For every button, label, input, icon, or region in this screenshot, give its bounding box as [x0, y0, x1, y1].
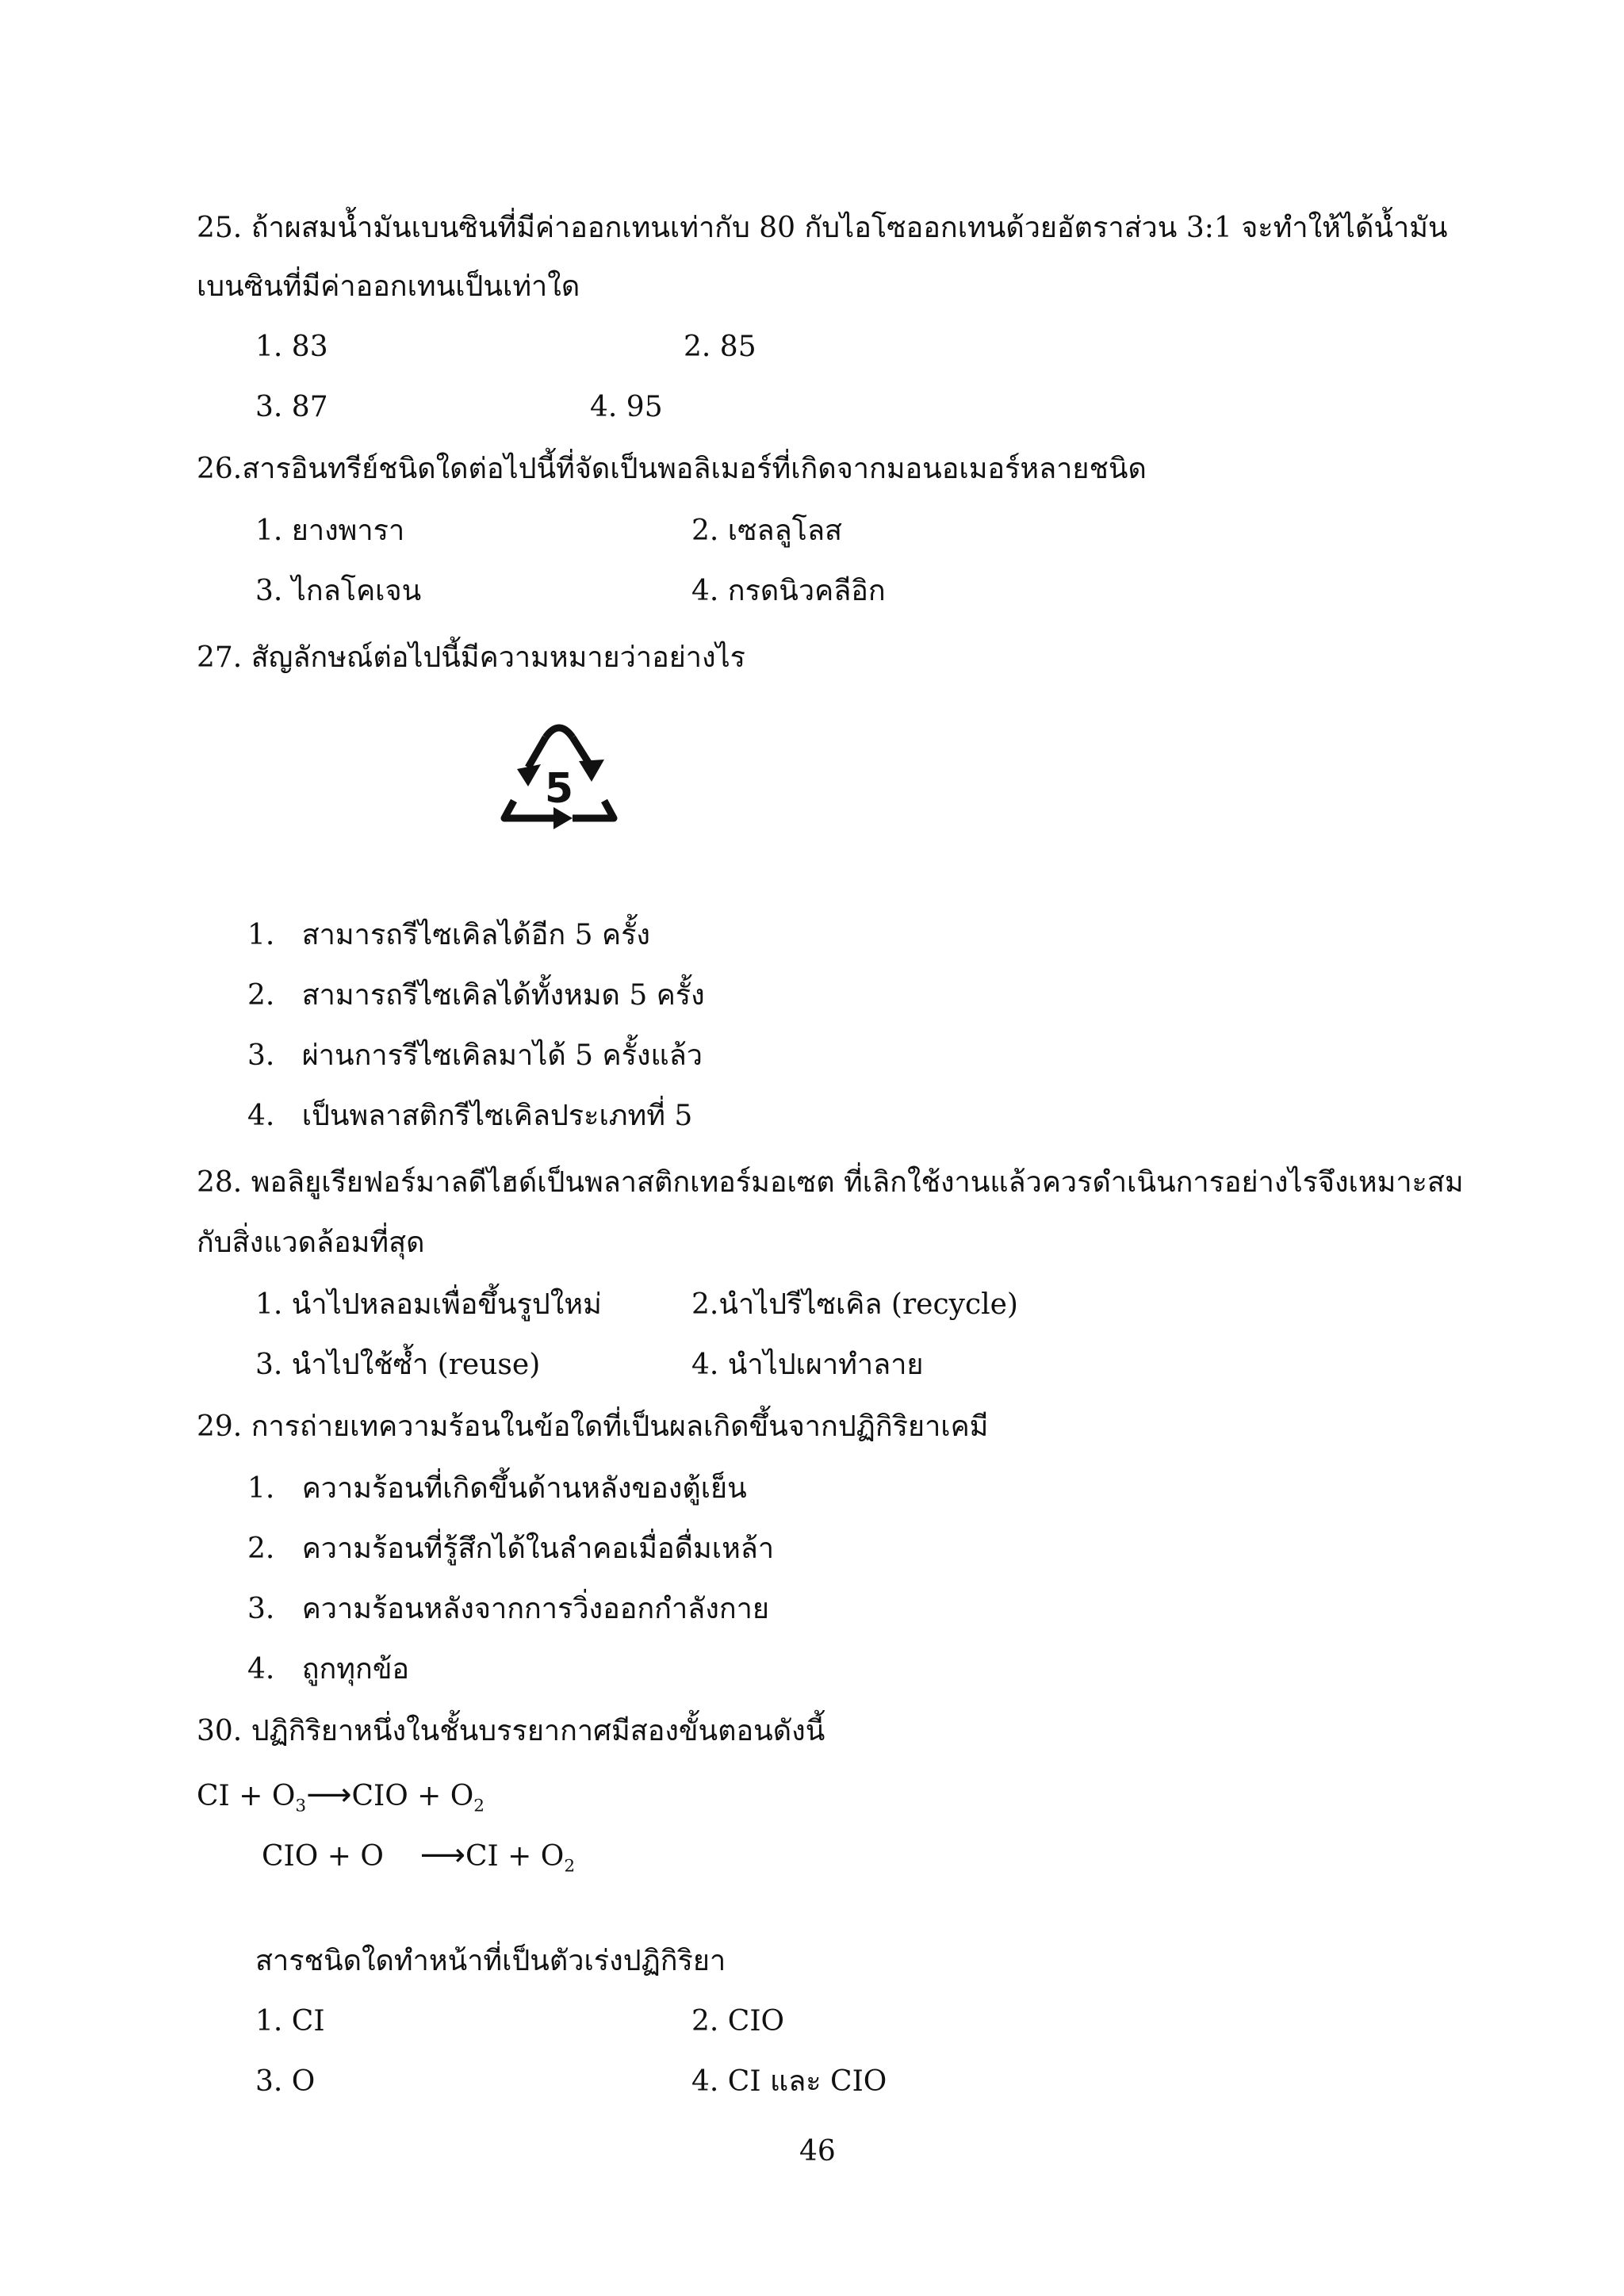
q27-choice-2: [247, 978, 705, 1012]
recycle-arrowhead-right: [579, 760, 604, 782]
choice-text: เป็นพลาสติกรีไซเคิลประเภทที่ 5: [301, 1100, 693, 1132]
q28-choice-2: 2.นำไปรีไซเคิล (recycle): [691, 1288, 1018, 1321]
choice-text: ความร้อนที่รู้สึกได้ในลำคอเมื่อดื่มเหล้า: [301, 1533, 775, 1565]
choice-text: ถูกทุกข้อ: [301, 1653, 410, 1686]
q25-choice-2: 2. 85: [684, 331, 756, 363]
q28-choice-4: 4. นำไปเผาทำลาย: [691, 1349, 924, 1381]
choice-number: 1.: [247, 919, 275, 951]
q30-choice-2: 2. CIO: [691, 2005, 785, 2038]
q28-text-line2: กับสิ่งแวดล้อมที่สุด: [197, 1226, 425, 1259]
q27-text: 27. สัญลักษณ์ต่อไปนี้มีความหมายว่าอย่างไร: [197, 641, 746, 674]
eq2-reactants: CIO + O: [262, 1840, 384, 1873]
choice-number: 3.: [247, 1039, 275, 1072]
recycle-number: 5: [544, 765, 574, 813]
eq1-product-subscript: 2: [473, 1796, 485, 1816]
choice-text: สามารถรีไซเคิลได้อีก 5 ครั้ง: [301, 919, 650, 951]
q26-choice-2: 2. เซลลูโลส: [691, 515, 843, 547]
q25-text-line1: 25. ถ้าผสมน้ำมันเบนซินที่มีค่าออกเทนเท่ากับ 80 กับไอโซออกเทนด้วยอัตราส่วน 3:1 จะทำให้ได้น้ำมัน: [197, 212, 1448, 244]
choice-number: 1.: [247, 1472, 275, 1505]
choice-number: 4.: [247, 1653, 275, 1686]
choice-number: 2.: [247, 979, 275, 1012]
q26-text: 26.สารอินทรีย์ชนิดใดต่อไปนี้ที่จัดเป็นพอลิเมอร์ที่เกิดจากมอนอเมอร์หลายชนิด: [197, 453, 1147, 485]
q27-choice-4: [247, 1099, 692, 1133]
choice-text: ความร้อนหลังจากการวิ่งออกกำลังกาย: [301, 1593, 769, 1625]
page-number: 46: [799, 2135, 836, 2168]
choice-text: ผ่านการรีไซเคิลมาได้ 5 ครั้งแล้ว: [301, 1039, 703, 1072]
q25-choice-4: 4. 95: [590, 391, 663, 423]
q27-choice-3: [247, 1039, 703, 1073]
q29-choice-3: [247, 1592, 769, 1626]
q30-choice-3: 3. O: [255, 2065, 316, 2098]
reaction-arrow-icon: ⟶: [419, 1837, 465, 1873]
q30-choice-4: 4. CI และ CIO: [691, 2065, 887, 2098]
choice-text: ความร้อนที่เกิดขึ้นด้านหลังของตู้เย็น: [301, 1472, 747, 1505]
eq2-product-subscript: 2: [564, 1856, 576, 1877]
q28-text-line1: 28. พอลิยูเรียฟอร์มาลดีไฮด์เป็นพลาสติกเทอร์มอเซต ที่เลิกใช้งานแล้วควรดำเนินการอย่างไรจึงเหมาะสม: [197, 1166, 1464, 1199]
q29-choice-1: [247, 1471, 747, 1506]
recycle-arrowhead-left: [517, 764, 541, 786]
choice-number: 2.: [247, 1533, 275, 1565]
q29-choice-2: [247, 1532, 774, 1566]
q30-equation-2: [262, 1836, 576, 1877]
q28-choice-3: 3. นำไปใช้ซ้ำ (reuse): [255, 1349, 541, 1381]
recycle-arrow-left: [528, 737, 546, 767]
eq2-products: CI + O: [465, 1840, 565, 1873]
recycle-arrow-bottom-right: [573, 801, 614, 818]
reaction-arrow-icon: ⟶: [306, 1777, 352, 1813]
q26-choice-1: 1. ยางพารา: [255, 515, 405, 547]
eq1-reactants: CI + O: [197, 1780, 296, 1812]
q25-choice-3: 3. 87: [255, 391, 328, 423]
q30-equation-1: [197, 1776, 485, 1814]
recycle-symbol-icon: [490, 714, 628, 847]
q30-choice-1: 1. CI: [255, 2005, 325, 2038]
q26-choice-4: 4. กรดนิวคลีอิก: [691, 575, 886, 607]
eq1-reactant-subscript: 3: [295, 1796, 307, 1816]
q30-text: 30. ปฏิกิริยาหนึ่งในชั้นบรรยากาศมีสองขั้นตอนดังนี้: [197, 1715, 825, 1747]
eq1-products: CIO + O: [351, 1780, 474, 1812]
q28-choice-1: 1. นำไปหลอมเพื่อขึ้นรูปใหม่: [255, 1288, 602, 1321]
choice-text: สามารถรีไซเคิลได้ทั้งหมด 5 ครั้ง: [301, 979, 705, 1012]
choice-number: 4.: [247, 1100, 275, 1132]
q27-choice-1: [247, 918, 650, 952]
q29-text: 29. การถ่ายเทความร้อนในข้อใดที่เป็นผลเกิดขึ้นจากปฏิกิริยาเคมี: [197, 1410, 989, 1443]
q25-choice-1: 1. 83: [255, 331, 328, 363]
q26-choice-3: 3. ไกลโคเจน: [255, 575, 422, 607]
q30-prompt: สารชนิดใดทำหน้าที่เป็นตัวเร่งปฏิกิริยา: [255, 1945, 726, 1977]
choice-number: 3.: [247, 1593, 275, 1625]
q25-text-line2: เบนซินที่มีค่าออกเทนเป็นเท่าใด: [197, 270, 580, 303]
q29-choice-4: [247, 1652, 409, 1686]
